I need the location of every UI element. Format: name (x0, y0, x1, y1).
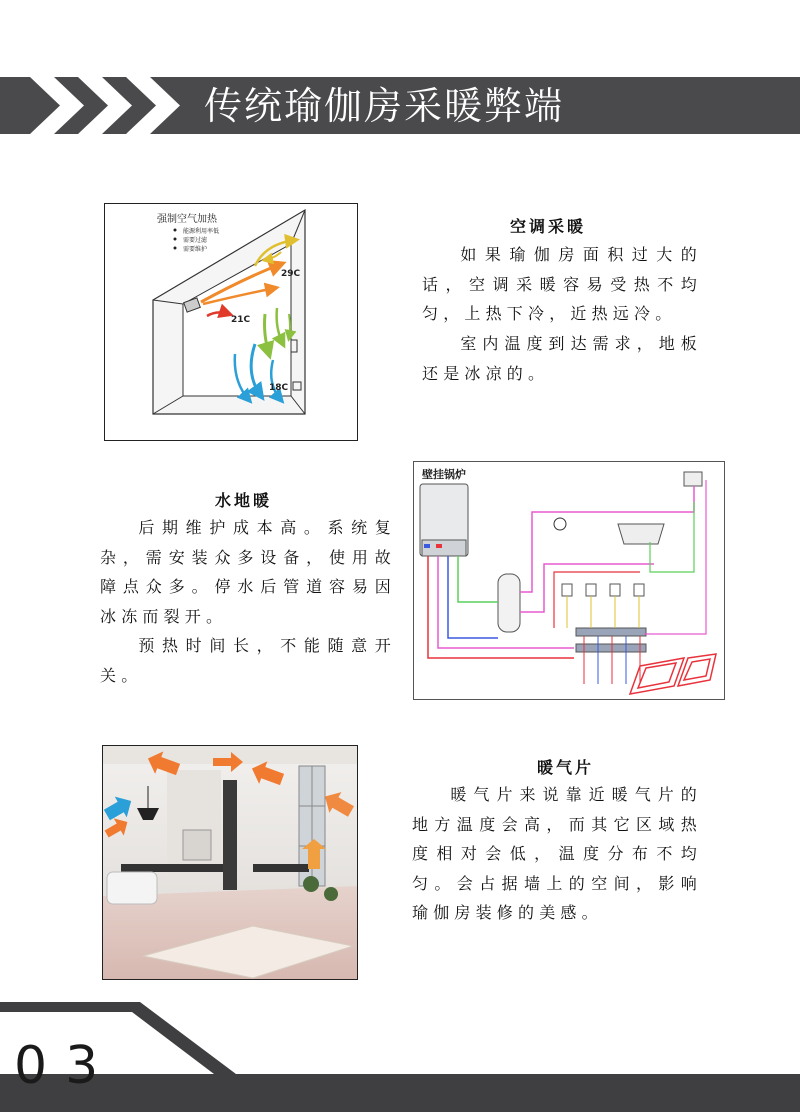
floor-heating-paragraph: 后期维护成本高。系统复杂，需安装众多设备，使用故障点众多。停水后管道容易因冰冻而裂开。 (100, 518, 396, 626)
ac-diagram-bullet: 能源利用率低 (183, 228, 220, 235)
forced-air-heating-figure (104, 203, 358, 441)
ac-diagram-bullet: 需要过滤 (183, 237, 208, 244)
boiler-floor-heating-figure (413, 461, 725, 700)
temp-label-mid: 21C (231, 315, 251, 325)
floor-heating-paragraph: 预热时间长，不能随意开关。 (100, 636, 396, 685)
page-title: 传统瑜伽房采暖弊端 (204, 84, 565, 128)
radiator-room-figure (102, 745, 358, 980)
ac-diagram-bullet: 需要维护 (183, 246, 208, 253)
radiator-paragraph: 暖气片来说靠近暖气片的地方温度会高，而其它区域热度相对会低，温度分布不均匀。会占据墙上的空间，影响瑜伽房装修的美感。 (412, 785, 702, 922)
footer-bar (0, 1002, 800, 1112)
ac-heating-paragraph: 室内温度到达需求，地板还是冰凉的。 (422, 334, 702, 383)
ac-heating-paragraph: 如果瑜伽房面积过大的话，空调采暖容易受热不均匀，上热下冷，近热远冷。 (422, 245, 702, 323)
temp-label-low: 18C (269, 383, 289, 393)
page-number: 03 (14, 1036, 117, 1096)
temp-label-high: 29C (281, 269, 301, 279)
boiler-diagram-title: 壁挂锅炉 (422, 468, 466, 481)
ac-heating-title: 空调采暖 (510, 217, 587, 236)
floor-heating-title: 水地暖 (215, 491, 273, 510)
ac-diagram-title: 强制空气加热 (157, 214, 217, 225)
chevron-arrows-icon (0, 77, 200, 134)
radiator-title: 暖气片 (537, 758, 595, 777)
